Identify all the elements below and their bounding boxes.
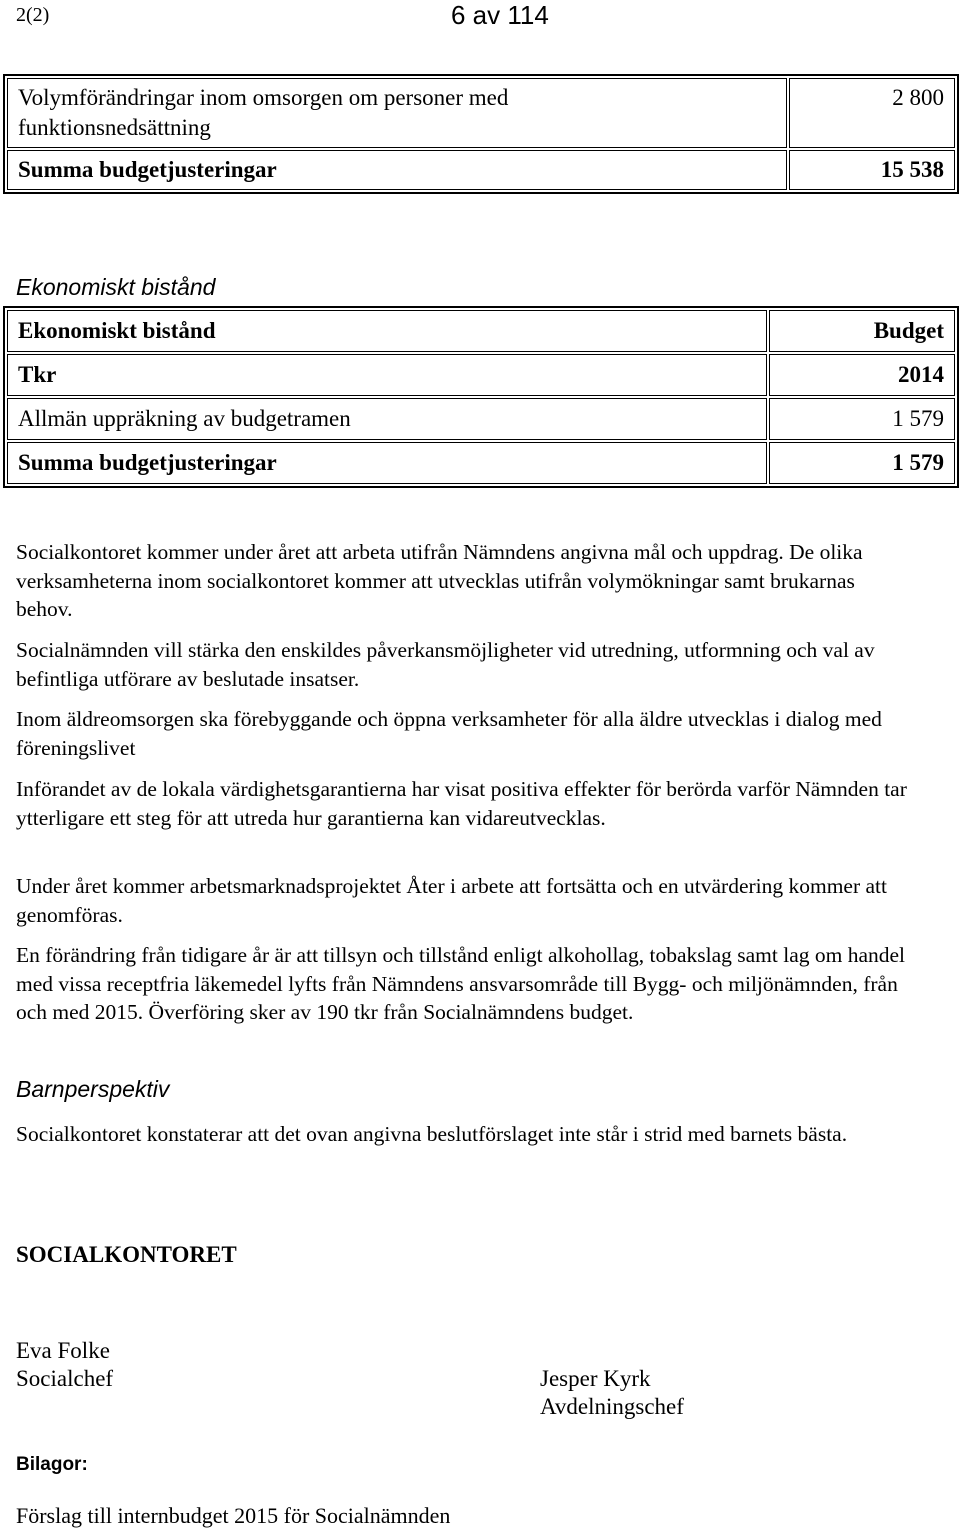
barnperspektiv-paragraph: Socialkontoret konstaterar att det ovan angivna beslutförslaget inte står i strid med barnets bästa. (16, 1122, 848, 1146)
table-unit-label: Tkr (7, 354, 767, 396)
attachment-item: Förslag till internbudget 2015 för Socialnämnden (16, 1503, 451, 1528)
office-name: SOCIALKONTORET (16, 1242, 237, 1267)
table-cell-label: Allmän uppräkning av budgetramen (7, 398, 767, 440)
body-paragraph: Inom äldreomsorgen ska förebyggande och öppna verksamheter för alla äldre utvecklas i dialog med föreningslivet (16, 707, 882, 760)
table-cell-value: 1 579 (769, 442, 955, 484)
budget-summary-table (3, 74, 959, 194)
table-header-row (7, 354, 955, 396)
table-cell-value: 2 800 (789, 78, 955, 148)
page-count: 6 av 114 (451, 0, 549, 30)
section-heading-barnperspektiv: Barnperspektiv (16, 1076, 170, 1102)
page-number: 2(2) (16, 4, 50, 26)
ekonomiskt-bistand-table (3, 306, 959, 488)
body-paragraph: Införandet av de lokala värdighetsgarantierna har visat positiva effekter för berörda varför Nämnden tar ytterligare ett steg för att utreda hur garantierna kan vidareutvecklas. (16, 777, 907, 830)
table-row (7, 150, 955, 190)
signatory-title: Avdelningschef (540, 1394, 684, 1419)
table-row (7, 398, 955, 440)
signatory-title: Socialchef (16, 1366, 114, 1391)
body-paragraph: Under året kommer arbetsmarknadsprojektet Åter i arbete att fortsätta och en utvärdering kommer att genomföras. (16, 874, 888, 927)
section-heading-ekonomiskt: Ekonomiskt bistånd (16, 274, 216, 300)
table-cell-value: 1 579 (769, 398, 955, 440)
table-cell-value: 15 538 (789, 150, 955, 190)
table-header-row (7, 310, 955, 352)
table-year: 2014 (769, 354, 955, 396)
attachments-label: Bilagor: (16, 1454, 88, 1475)
table-cell-label: Volymförändringar inom omsorgen om personer med funktionsnedsättning (7, 78, 787, 148)
signatory-name: Eva Folke (16, 1338, 110, 1363)
body-paragraph: En förändring från tidigare år är att tillsyn och tillstånd enligt alkohollag, tobakslag samt lag om handel med vissa receptfria läkemedel lyfts från Nämndens ansvarsområde till Bygg- och miljönämnden, från och med 2015. Överföring sker av 190 tkr från Socialnämndens budget. (16, 943, 906, 1024)
body-paragraph: Socialnämnden vill stärka den enskildes påverkansmöjligheter vid utredning, utformning och val av befintliga utförare av beslutade insatser. (16, 638, 875, 691)
table-cell-label: Summa budgetjusteringar (7, 442, 767, 484)
table-row (7, 442, 955, 484)
table-cell-label: Summa budgetjusteringar (7, 150, 787, 190)
table-header-value: Budget (769, 310, 955, 352)
signatory-name: Jesper Kyrk (540, 1366, 651, 1391)
table-header-label: Ekonomiskt bistånd (7, 310, 767, 352)
table-row (7, 78, 955, 148)
body-paragraph: Socialkontoret kommer under året att arbeta utifrån Nämndens angivna mål och uppdrag. De olika verksamheterna inom socialkontoret kommer att utvecklas utifrån volymökningar samt brukarnas behov. (16, 540, 863, 621)
